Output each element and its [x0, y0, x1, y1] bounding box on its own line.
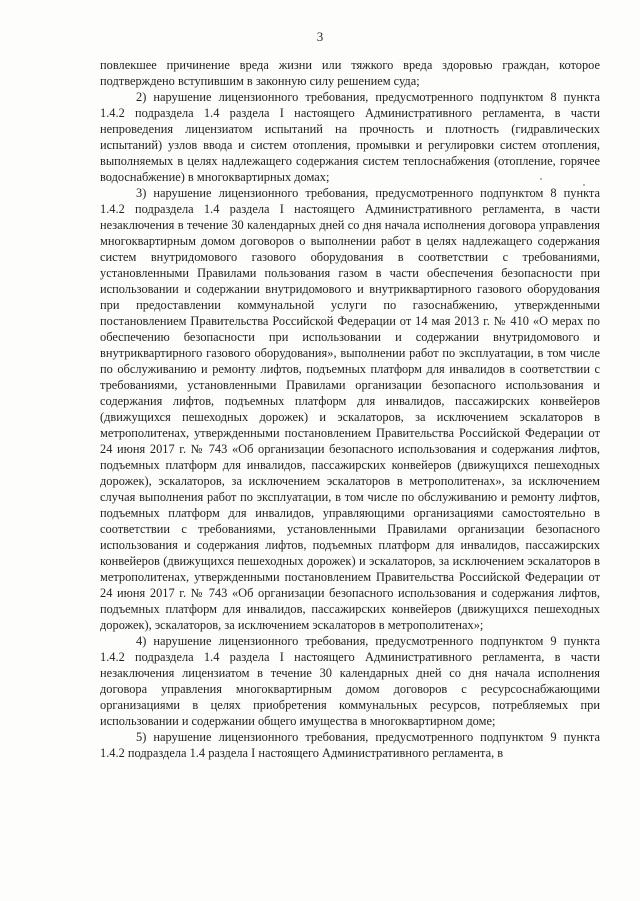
paragraph-item-3: 3) нарушение лицензионного требования, предусмотренного подпунктом 8 пункта 1.4.2 подраздела 1.4 раздела I настоящего Административного регламента, в части незаключения в течение 30 календарных дней со дня начала исполнения договора управления многоквартирным домом договоров о выполнении работ в целях надлежащего содержания систем внутридомового газового оборудования в соответствии с требованиями, установленными Правилами пользования газом в части обеспечения безопасности при использовании и содержании внутридомового и внутриквартирного газового оборудования при предоставлении коммунальной услуги по газоснабжению, утвержденными постановлением Правительства Российской Федерации от 14 мая 2013 г. № 410 «О мерах по обеспечению безопасности при использовании и содержании внутридомового и внутриквартирного газового оборудования», выполнении работ по эксплуатации, в том числе по обслуживанию и ремонту лифтов, подъемных платформ для инвалидов в соответствии с требованиями, установленными Правилами организации безопасного использования и содержания лифтов, подъемных платформ для инвалидов, пассажирских конвейеров (движущихся пешеходных дорожек) и эскалаторов, за исключением эскалаторов в метрополитенах, утвержденными постановлением Правительства Российской Федерации от 24 июня 2017 г. № 743 «Об организации безопасного использования и содержания лифтов, подъемных платформ для инвалидов, пассажирских конвейеров (движущихся пешеходных дорожек), эскалаторов, за исключением эскалаторов в метрополитенах», за исключением случая выполнения работ по эксплуатации, в том числе по обслуживанию и ремонту лифтов, подъемных платформ для инвалидов, управляющими организациями самостоятельно в соответствии с требованиями, установленными Правилами организации безопасного использования и содержания лифтов, подъемных платформ для инвалидов, пассажирских конвейеров (движущихся пешеходных дорожек) и эскалаторов, за исключением эскалаторов в метрополитенах, утвержденными постановлением Правительства Российской Федерации от 24 июня 2017 г. № 743 «Об организации безопасного использования и содержания лифтов, подъемных платформ для инвалидов, пассажирских конвейеров (движущихся пешеходных дорожек), эскалаторов, за исключением эскалаторов в метрополитенах»;: [100, 186, 600, 632]
paragraph-item-4: 4) нарушение лицензионного требования, предусмотренного подпунктом 9 пункта 1.4.2 подраздела 1.4 раздела I настоящего Административного регламента, в части незаключения лицензиатом в течение 30 календарных дней со дня начала исполнения договора управления многоквартирным домом договоров с ресурсоснабжающими организациями в целях приобретения коммунальных ресурсов, потребляемых при использовании и содержании общего имущества в многоквартирном доме;: [100, 634, 600, 728]
document-body: [100, 57, 600, 761]
scan-speck: [583, 184, 585, 186]
scan-speck: [540, 178, 542, 180]
paragraph-item-2: 2) нарушение лицензионного требования, предусмотренного подпунктом 8 пункта 1.4.2 подраздела 1.4 раздела I настоящего Административного регламента, в части непроведения лицензиатом испытаний на прочность и плотность (гидравлических испытаний) узлов ввода и систем отопления, промывки и регулировки систем отопления, выполняемых в целях надлежащего содержания систем теплоснабжения (отопление, горячее водоснабжение) в многоквартирных домах;: [100, 90, 600, 184]
paragraph-item-5: 5) нарушение лицензионного требования, предусмотренного подпунктом 9 пункта 1.4.2 подраздела 1.4 раздела I настоящего Административного регламента, в: [100, 730, 600, 760]
paragraph-continuation: повлекшее причинение вреда жизни или тяжкого вреда здоровью граждан, которое подтверждено вступившим в законную силу решением суда;: [100, 58, 600, 88]
page-number: 3: [316, 29, 324, 44]
